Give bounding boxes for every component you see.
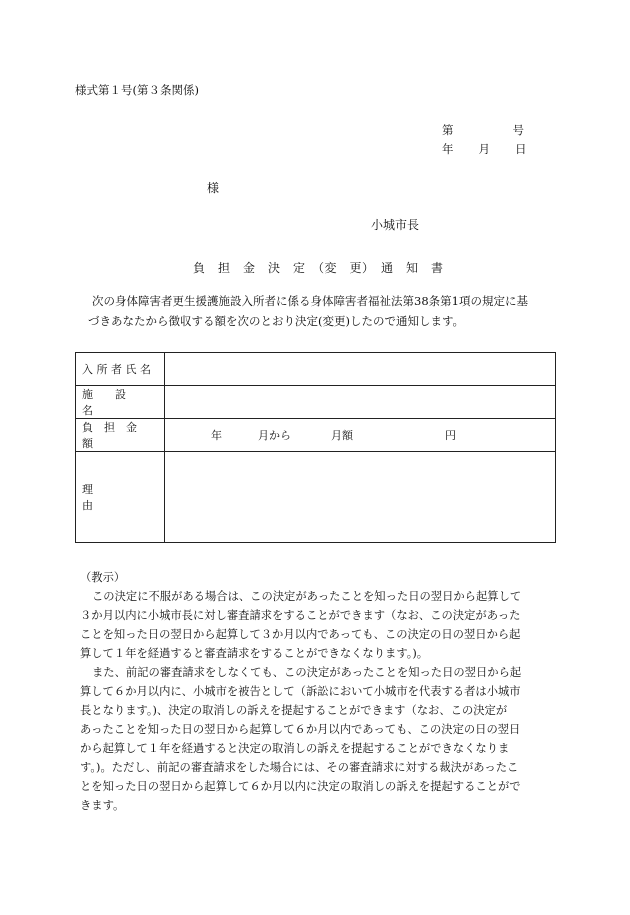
- notice-line: きます。: [80, 799, 125, 812]
- notice-heading: （教示）: [80, 571, 126, 584]
- value-resident-name[interactable]: [165, 353, 556, 386]
- amount-yen: 円: [445, 429, 456, 442]
- label-facility-name: 施 設 名: [76, 386, 165, 419]
- label-amount: 負 担 金 額: [76, 419, 165, 452]
- notice-line: この決定に不服がある場合は、この決定があったことを知った日の翌日から起算して: [92, 590, 522, 603]
- intro-line: づきあなたから徴収する額を次のとおり決定(変更)したので通知します。: [88, 314, 465, 328]
- label-resident-name: 入 所 者 氏 名: [76, 353, 165, 386]
- amount-year: 年: [211, 429, 222, 442]
- notice-line: ことを知った日の翌日から起算して３か月以内であっても、この決定の日の翌日から起: [80, 628, 521, 641]
- form-number: 様式第１号(第３条関係): [75, 83, 199, 97]
- notice-line: 長となります。)、決定の取消しの訴えを提起することができます（なお、この決定が: [80, 704, 508, 717]
- date-year: 年: [442, 142, 454, 156]
- document-number: [442, 122, 524, 138]
- notice-line: ３か月以内に小城市長に対し審査請求をすることができます（なお、この決定があった: [80, 609, 521, 622]
- value-reason[interactable]: [165, 452, 556, 543]
- number-suffix: 号: [512, 123, 524, 137]
- notice-line: 算して６か月以内に、小城市を被告として（訴訟において小城市を代表する者は小城市: [80, 685, 521, 698]
- issue-date: [442, 141, 527, 157]
- notice-line: 算して１年を経過すると審査請求をすることができなくなります。)。: [80, 647, 429, 660]
- issuer: 小城市長: [371, 218, 420, 232]
- table-row: [76, 353, 556, 386]
- table-row: [76, 386, 556, 419]
- value-amount[interactable]: [165, 419, 556, 452]
- intro-line: 次の身体障害者更生援護施設入所者に係る身体障害者福祉法第38条第1項の規定に基: [92, 294, 528, 308]
- table-row: [76, 419, 556, 452]
- notice-line: から起算して１年を経過すると決定の取消しの訴えを提起することができなくなりま: [80, 742, 510, 755]
- notice-line: また、前記の審査請求をしなくても、この決定があったことを知った日の翌日から起: [92, 666, 522, 679]
- notice-line: とを知った日の翌日から起算して６か月以内に決定の取消しの訴えを提起することがで: [80, 780, 521, 793]
- intro-text: [80, 291, 560, 331]
- notice-line: す。)。ただし、前記の審査請求をした場合には、その審査請求に対する裁決があったこ: [80, 761, 519, 774]
- addressee: 様: [207, 181, 220, 195]
- document-title: 負 担 金 決 定 （変 更） 通 知 書: [193, 261, 444, 275]
- date-day: 日: [515, 142, 527, 156]
- notice-line: あったことを知った日の翌日から起算して６か月以内であっても、この決定の日の翌日: [80, 723, 521, 736]
- amount-monthly: 月額: [331, 429, 353, 442]
- value-facility-name[interactable]: [165, 386, 556, 419]
- table-row: [76, 452, 556, 543]
- info-table: [75, 352, 556, 543]
- date-month: 月: [478, 142, 490, 156]
- number-prefix: 第: [442, 123, 454, 137]
- amount-month-from: 月から: [258, 429, 291, 442]
- label-reason: 理 由: [76, 452, 165, 543]
- appeal-notice: [80, 568, 560, 815]
